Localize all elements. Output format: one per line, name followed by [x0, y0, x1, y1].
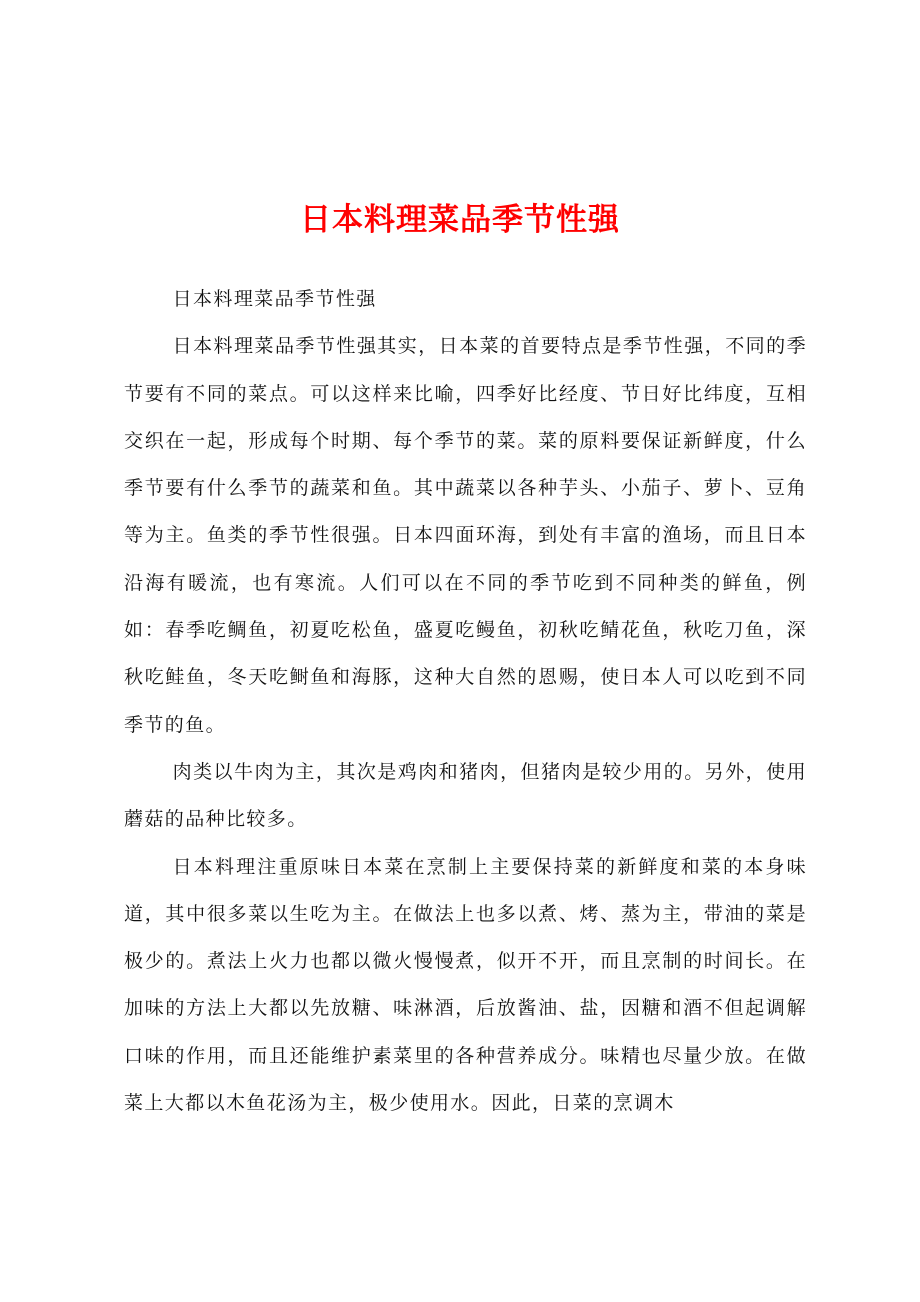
paragraph-meat: 肉类以牛肉为主，其次是鸡肉和猪肉，但猪肉是较少用的。另外，使用蘑菇的品种比较多。 — [124, 760, 807, 831]
paragraph-seasonality: 日本料理菜品季节性强其实，日本菜的首要特点是季节性强，不同的季节要有不同的菜点。可以这样来比喻，四季好比经度、节日好比纬度，互相交织在一起，形成每个时期、每个季节的菜。菜的原料要保证新鲜度，什么季节要有什么季节的蔬菜和鱼。其中蔬菜以各种芋头、小茄子、萝卜、豆角等为主。鱼类的季节性很强。日本四面环海，到处有丰富的渔场，而且日本沿海有暖流，也有寒流。人们可以在不同的季节吃到不同种类的鲜鱼，例如：春季吃鲷鱼，初夏吃松鱼，盛夏吃鳗鱼，初秋吃鲭花鱼，秋吃刀鱼，深秋吃鲑鱼，冬天吃鲥鱼和海豚，这种大自然的恩赐，使日本人可以吃到不同季节的鱼。 — [124, 335, 807, 736]
document-body — [124, 276, 807, 1127]
document-title: 日本料理菜品季节性强 — [300, 202, 620, 238]
paragraph-original-flavor: 日本料理注重原味日本菜在烹制上主要保持菜的新鲜度和菜的本身味道，其中很多菜以生吃为主。在做法上也多以煮、烤、蒸为主，带油的菜是极少的。煮法上火力也都以微火慢慢煮，似开不开，而且烹制的时间长。在加味的方法上大都以先放糖、味淋酒，后放酱油、盐，因糖和酒不但起调解口味的作用，而且还能维护素菜里的各种营养成分。味精也尽量少放。在做菜上大都以木鱼花汤为主，极少使用水。因此，日菜的烹调木 — [124, 855, 807, 1115]
paragraph-subtitle: 日本料理菜品季节性强 — [172, 288, 377, 310]
